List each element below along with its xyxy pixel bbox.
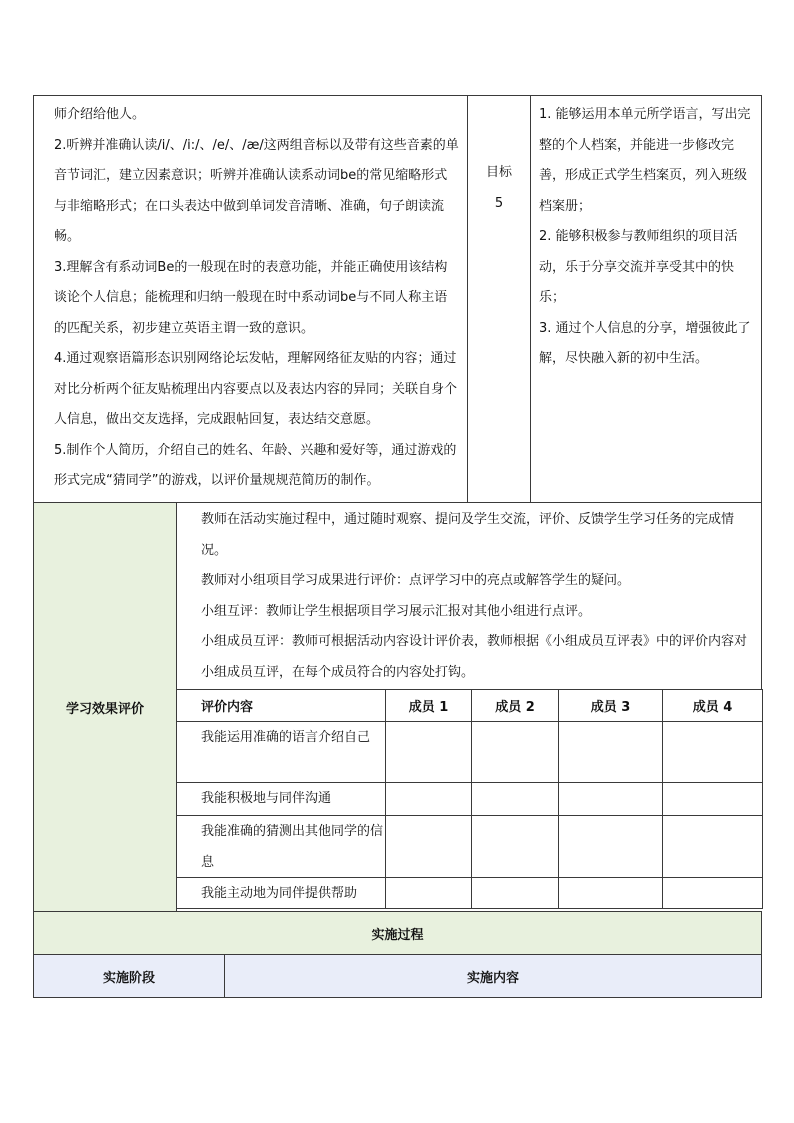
- objective-paragraph: 3.理解含有系动词Be的一般现在时的表意功能，并能正确使用该结构谈论个人信息；能梳理和归纳一般现在时中系动词be与不同人称主语的匹配关系，初步建立英语主谓一致的意识。: [54, 259, 448, 336]
- content-header-cell: [224, 954, 762, 998]
- table-row-checkbox-cell[interactable]: [472, 816, 559, 878]
- objective-paragraph: 2.听辨并准确认读/i/、/i:/、/e/、/æ/这两组音标以及带有这些音素的单音节词汇，建立因素意识；听辨并准确认读系动词be的常见缩略形式与非缩略形式；在口头表达中做到单词发音清晰、准确，句子朗读流畅。: [54, 137, 459, 244]
- table-row-checkbox-cell[interactable]: [559, 816, 663, 878]
- table-header-member-4: 成员 4: [663, 689, 763, 722]
- table-header-content: 评价内容: [177, 689, 386, 722]
- table-row-checkbox-cell[interactable]: [663, 783, 763, 816]
- table-row-checkbox-cell[interactable]: [386, 816, 472, 878]
- table-row-checkbox-cell[interactable]: [386, 878, 472, 909]
- table-row-criterion: 我能准确的猜测出其他同学的信息: [177, 816, 386, 878]
- stage-header-cell: [33, 954, 225, 998]
- evaluation-paragraph: 教师对小组项目学习成果进行评价：点评学习中的亮点或解答学生的疑问。: [201, 573, 631, 588]
- goal-item: 2. 能够积极参与教师组织的项目活动，乐于分享交流并享受其中的快乐；: [539, 229, 738, 305]
- goal-label: 目标: [485, 165, 512, 180]
- goal-content-cell: [530, 95, 762, 503]
- peer-evaluation-table: [176, 689, 762, 911]
- table-row-criterion: 我能运用准确的语言介绍自己: [177, 722, 386, 783]
- goal-number: 5: [494, 195, 504, 211]
- goal-item: 1. 能够运用本单元所学语言，写出完整的个人档案，并能进一步修改完善，形成正式学生档案页，列入班级档案册；: [539, 107, 751, 214]
- table-row-checkbox-cell[interactable]: [472, 722, 559, 783]
- table-header-member-2: 成员 2: [472, 689, 559, 722]
- evaluation-label: 学习效果评价: [65, 701, 144, 717]
- table-row-checkbox-cell[interactable]: [559, 722, 663, 783]
- content-header: 实施内容: [466, 970, 519, 986]
- process-title-cell: [33, 911, 762, 955]
- goal-item: 3. 通过个人信息的分享，增强彼此了解，尽快融入新的初中生活。: [539, 320, 751, 366]
- evaluation-paragraph: 小组互评：教师让学生根据项目学习展示汇报对其他小组进行点评。: [201, 603, 592, 619]
- evaluation-label-cell: [33, 502, 177, 912]
- table-row-checkbox-cell[interactable]: [386, 722, 472, 783]
- objective-paragraph: 师介绍给他人。: [54, 107, 146, 122]
- objective-paragraph: 5.制作个人简历，介绍自己的姓名、年龄、兴趣和爱好等，通过游戏的形式完成“猜同学”的游戏，以评价量规规范简历的制作。: [54, 442, 457, 488]
- evaluation-text-cell: [176, 502, 762, 690]
- process-title: 实施过程: [371, 927, 424, 943]
- evaluation-paragraph: 教师在活动实施过程中，通过随时观察、提问及学生交流，评价、反馈学生学习任务的完成情况。: [201, 512, 735, 558]
- table-row-checkbox-cell[interactable]: [663, 816, 763, 878]
- table-row-criterion: 我能主动地为同伴提供帮助: [177, 878, 386, 909]
- table-row-checkbox-cell[interactable]: [472, 878, 559, 909]
- table-row-checkbox-cell[interactable]: [386, 783, 472, 816]
- table-row-criterion: 我能积极地与同伴沟通: [177, 783, 386, 816]
- objective-paragraph: 4.通过观察语篇形态识别网络论坛发帖，理解网络征友贴的内容；通过对比分析两个征友贴梳理出内容要点以及表达内容的异同；关联自身个人信息，做出交友选择，完成跟帖回复，表达结交意愿。: [54, 351, 458, 427]
- table-row-checkbox-cell[interactable]: [663, 722, 763, 783]
- table-header-member-1: 成员 1: [386, 689, 472, 722]
- table-row-checkbox-cell[interactable]: [559, 783, 663, 816]
- table-row-checkbox-cell[interactable]: [559, 878, 663, 909]
- goal-label-cell: [467, 95, 531, 503]
- table-row-checkbox-cell[interactable]: [663, 878, 763, 909]
- stage-header: 实施阶段: [102, 970, 155, 986]
- table-header-member-3: 成员 3: [559, 689, 663, 722]
- objectives-cell: [33, 95, 468, 503]
- table-row-checkbox-cell[interactable]: [472, 783, 559, 816]
- evaluation-paragraph: 小组成员互评：教师可根据活动内容设计评价表，教师根据《小组成员互评表》中的评价内容对小组成员互评，在每个成员符合的内容处打钩。: [201, 634, 748, 680]
